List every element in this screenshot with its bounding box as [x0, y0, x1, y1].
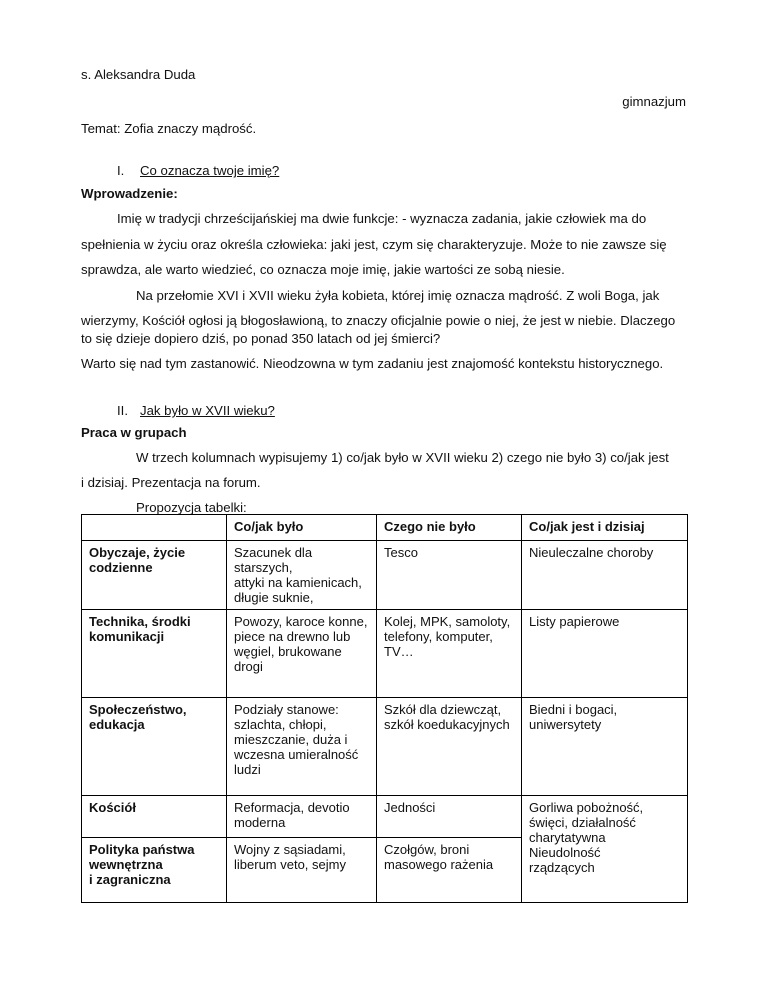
table-row: [82, 796, 688, 838]
table-header-is: Co/jak jest i dzisiaj: [522, 515, 688, 541]
section-2-numeral: II.: [117, 403, 128, 418]
cell-was-not: Tesco: [377, 541, 522, 610]
paragraph-line: W trzech kolumnach wypisujemy 1) co/jak było w XVII wieku 2) czego nie było 3) co/jak jest: [136, 450, 669, 465]
section-1-numeral: I.: [117, 163, 125, 178]
table-row: [82, 610, 688, 698]
row-label: Kościół: [82, 796, 227, 838]
proposal-table: [81, 514, 688, 903]
cell-was: Wojny z sąsiadami, liberum veto, sejmy: [227, 838, 377, 903]
cell-is: Biedni i bogaci, uniwersytety: [522, 698, 688, 796]
school-level: gimnazjum: [622, 94, 686, 109]
paragraph-line: Propozycja tabelki:: [136, 500, 247, 515]
paragraph-line: sprawdza, ale warto wiedzieć, co oznacza moje imię, jakie wartości ze sobą niesie.: [81, 262, 565, 277]
intro-label: Wprowadzenie:: [81, 186, 178, 201]
paragraph-line: i dzisiaj. Prezentacja na forum.: [81, 475, 261, 490]
cell-was-not: Czołgów, broni masowego rażenia: [377, 838, 522, 903]
cell-is: Nieuleczalne choroby: [522, 541, 688, 610]
paragraph-line: Na przełomie XVI i XVII wieku żyła kobieta, której imię oznacza mądrość. Z woli Boga, jak: [136, 288, 660, 303]
table-header-was: Co/jak było: [227, 515, 377, 541]
paragraph-line: wierzymy, Kościół ogłosi ją błogosławioną, to znaczy oficjalnie powie o niej, że jest w niebie. Dlaczego: [81, 313, 676, 328]
cell-was-not: Jedności: [377, 796, 522, 838]
cell-is: Listy papierowe: [522, 610, 688, 698]
paragraph-line: Imię w tradycji chrześcijańskiej ma dwie funkcje: - wyznacza zadania, jakie człowiek ma do: [117, 211, 647, 226]
paragraph-line: to się dzieje dopiero dziś, po ponad 350 latach od jej śmierci?: [81, 331, 441, 346]
cell-was: Powozy, karoce konne, piece na drewno lub węgiel, brukowane drogi: [227, 610, 377, 698]
cell-was: Reformacja, devotio moderna: [227, 796, 377, 838]
lesson-topic: Temat: Zofia znaczy mądrość.: [81, 121, 257, 136]
row-label: Obyczaje, życie codzienne: [82, 541, 227, 610]
section-1-title: Co oznacza twoje imię?: [140, 163, 280, 178]
cell-was: Podziały stanowe: szlachta, chłopi, mieszczanie, duża i wczesna umieralność ludzi: [227, 698, 377, 796]
paragraph-line: spełnienia w życiu oraz określa człowieka: jaki jest, czym się charakteryzuje. Może to nie zawsze się: [81, 237, 667, 252]
row-label: Polityka państwa wewnętrzna i zagraniczna: [82, 838, 227, 903]
table-row: [82, 698, 688, 796]
cell-is: Gorliwa pobożność, święci, działalność charytatywna Nieudolność rządzących: [522, 796, 688, 903]
cell-was-not: Kolej, MPK, samoloty, telefony, komputer, TV…: [377, 610, 522, 698]
table-header-empty: [82, 515, 227, 541]
cell-was: Szacunek dla starszych, attyki na kamienicach, długie suknie,: [227, 541, 377, 610]
section-2-title: Jak było w XVII wieku?: [140, 403, 275, 418]
paragraph-line: Warto się nad tym zastanowić. Nieodzowna w tym zadaniu jest znajomość kontekstu historycznego.: [81, 356, 664, 371]
group-work-label: Praca w grupach: [81, 425, 187, 440]
cell-was-not: Szkół dla dziewcząt, szkół koedukacyjnych: [377, 698, 522, 796]
table-row: [82, 541, 688, 610]
author-name: s. Aleksandra Duda: [81, 67, 196, 82]
row-label: Technika, środki komunikacji: [82, 610, 227, 698]
table-header-was-not: Czego nie było: [377, 515, 522, 541]
row-label: Społeczeństwo, edukacja: [82, 698, 227, 796]
table-header-row: [82, 515, 688, 541]
